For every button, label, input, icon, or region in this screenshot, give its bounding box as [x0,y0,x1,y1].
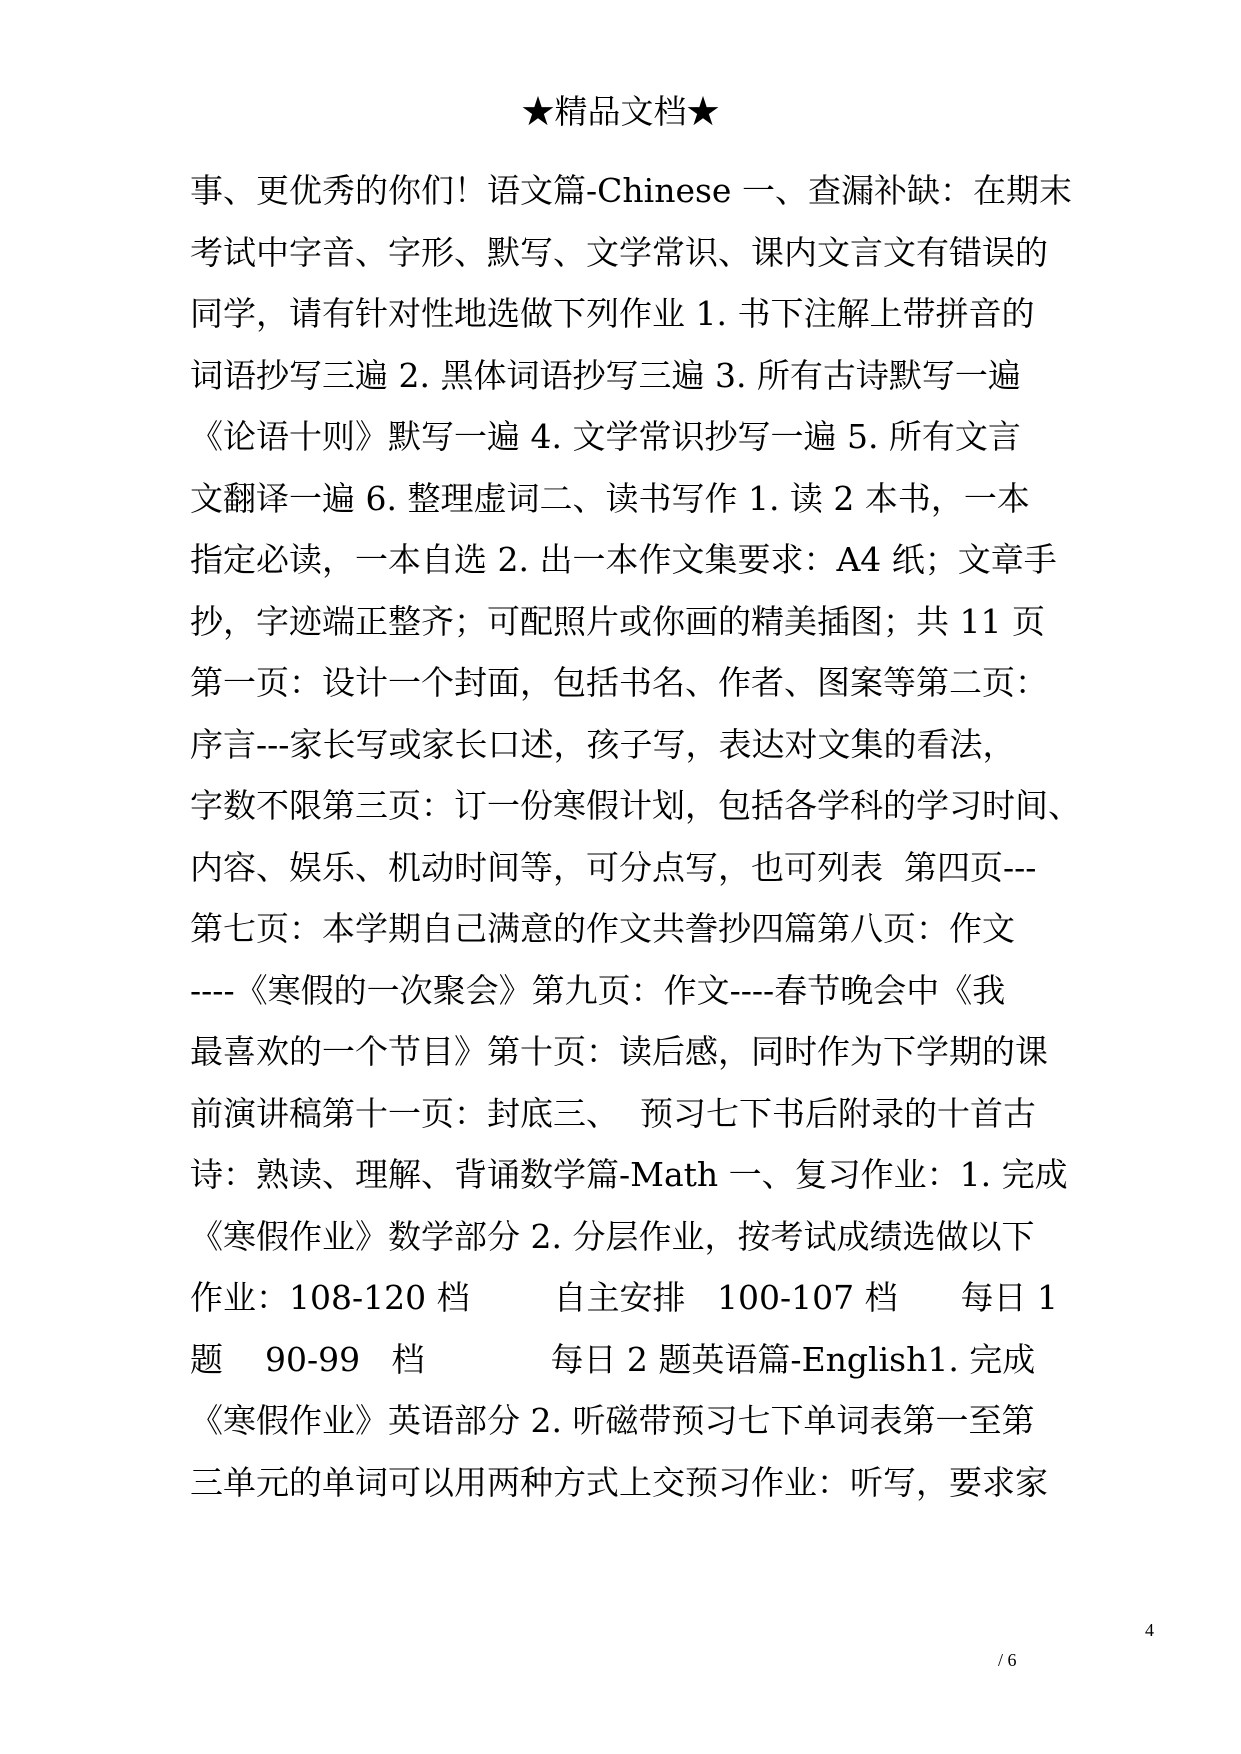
body-line: 序言---家长写或家长口述，孩子写，表达对文集的看法， [190,724,1016,764]
body-line: 《论语十则》默写一遍 4. 文学常识抄写一遍 5. 所有文言 [190,417,1021,456]
body-line: 同学，请有针对性地选做下列作业 1. 书下注解上带拼音的 [190,294,1035,333]
body-line: 诗：熟读、理解、背诵数学篇-Math 一、复习作业：1. 完成 [190,1155,1068,1194]
body-line: 三单元的单词可以用两种方式上交预习作业：听写，要求家 [190,1462,1048,1502]
body-line: 文翻译一遍 6. 整理虚词二、读书写作 1. 读 2 本书，一本 [190,478,1030,518]
page-total: / 6 [998,1650,1017,1670]
body-line: 作业：108-120 档 自主安排 100-107 档 每日 1 [190,1278,1059,1317]
body-line: 内容、娱乐、机动时间等，可分点写，也可列表 第四页--- [190,847,1037,887]
body-line: 指定必读，一本自选 2. 出一本作文集要求：A4 纸；文章手 [190,540,1057,579]
body-line: 最喜欢的一个节目》第十页：读后感，同时作为下学期的课 [190,1032,1048,1071]
body-line: 第七页：本学期自己满意的作文共誊抄四篇第八页：作文 [190,909,1015,948]
body-line: 抄，字迹端正整齐；可配照片或你画的精美插图；共 11 页 [190,601,1045,641]
body-line: 字数不限第三页：订一份寒假计划，包括各学科的学习时间、 [190,786,1081,825]
page-header-title: ★精品文档★ [521,92,720,131]
document-body [190,160,1081,1513]
body-line: 词语抄写三遍 2. 黑体词语抄写三遍 3. 所有古诗默写一遍 [190,355,1021,395]
body-line: 《寒假作业》数学部分 2. 分层作业，按考试成绩选做以下 [190,1216,1035,1256]
body-line: 考试中字音、字形、默写、文学常识、课内文言文有错误的 [190,232,1048,272]
body-line: 《寒假作业》英语部分 2. 听磁带预习七下单词表第一至第 [190,1401,1035,1440]
body-line: 第一页：设计一个封面，包括书名、作者、图案等第二页： [190,663,1048,702]
body-line: 事、更优秀的你们！语文篇-Chinese 一、查漏补缺：在期末 [190,171,1072,210]
body-line: 题 90-99 档 每日 2 题英语篇-English1. 完成 [190,1339,1036,1379]
body-line: ----《寒假的一次聚会》第九页：作文----春节晚会中《我 [190,970,1006,1010]
body-line: 前演讲稿第十一页：封底三、 预习七下书后附录的十首古 [190,1093,1036,1133]
page-number: 4 [1145,1620,1154,1640]
